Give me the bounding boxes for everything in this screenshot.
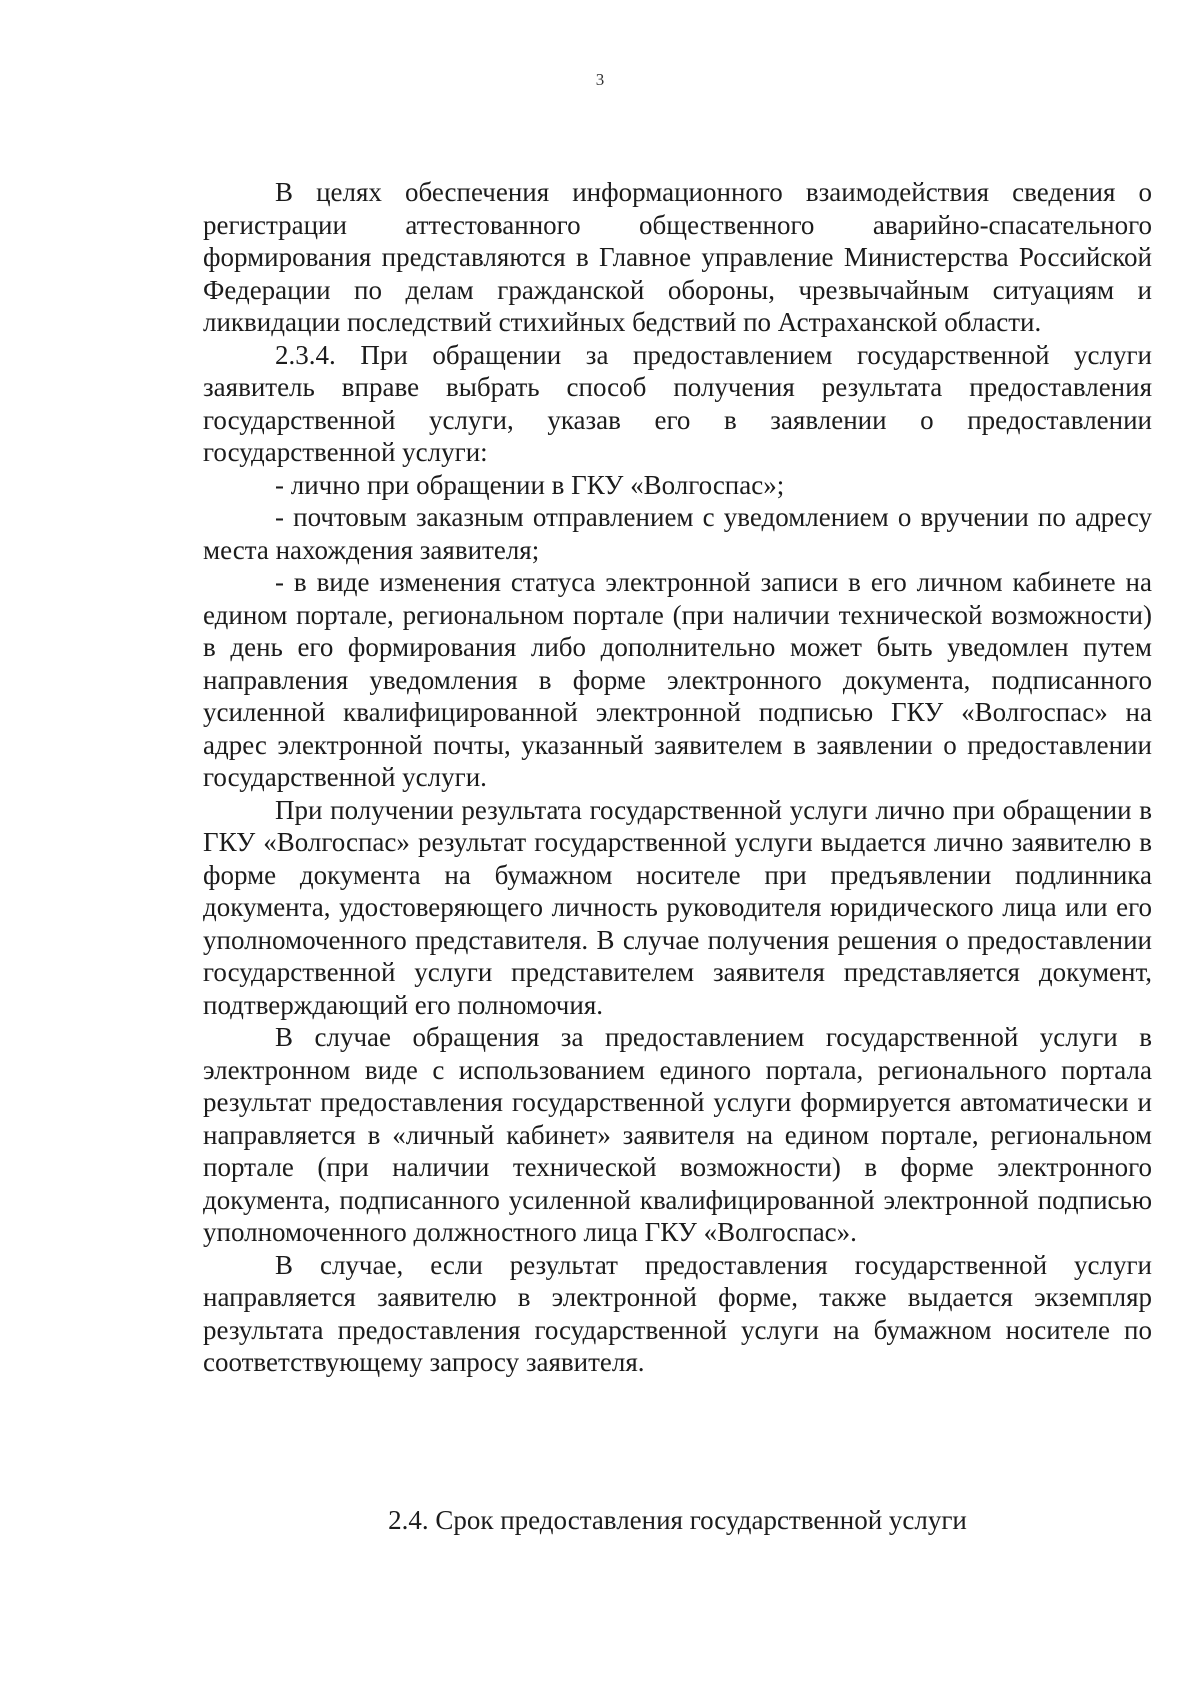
paragraph-paper-copy: В случае, если результат предоставления государственной услуги направляется заявителю в электронной форме, также выдается экземпляр результата предоставления государственной услуги на бумажном носителе по соответствующему запросу заявителя. — [203, 1249, 1152, 1377]
list-item-registered-mail: - почтовым заказным отправлением с уведомлением о вручении по адресу места нахождения заявителя; — [203, 502, 1152, 565]
body-text — [203, 176, 1152, 1379]
list-item-electronic-record: - в виде изменения статуса электронной записи в его личном кабинете на едином портале, региональном портале (при наличии технической возможности) в день его формирования либо дополнительно может быть уведомлен путем направления уведомления в форме электронного документа, подписанного усиленной квалифицированной электронной подписью ГКУ «Волгоспас» на адрес электронной почты, указанный заявителем в заявлении о предоставлении государственной услуги. — [203, 567, 1152, 792]
paragraph-electronic-request: В случае обращения за предоставлением государственной услуги в электронном виде с использованием единого портала, регионального портала результат предоставления государственной услуги формируется автоматически и направляется в «личный кабинет» заявителя на едином портале, региональном портале (при наличии технической возможности) в форме электронного документа, подписанного усиленной квалифицированной электронной подписью уполномоченного должностного лица ГКУ «Волгоспас». — [203, 1022, 1152, 1247]
page-number: 3 — [595, 70, 605, 89]
paragraph-personal-receipt: При получении результата государственной услуги лично при обращении в ГКУ «Волгоспас» результат государственной услуги выдается лично заявителю в форме документа на бумажном носителе при предъявлении подлинника документа, удостоверяющего личность руководителя юридического лица или его уполномоченного представителя. В случае получения решения о предоставлении государственной услуги представителем заявителя представляется документ, подтверждающий его полномочия. — [203, 794, 1152, 1020]
paragraph-information-exchange: В целях обеспечения информационного взаимодействия сведения о регистрации аттестованного общественного аварийно-спасательного формирования представляются в Главное управление Министерства Российской Федерации по делам гражданской обороны, чрезвычайным ситуациям и ликвидации последствий стихийных бедствий по Астраханской области. — [203, 177, 1152, 337]
section-heading: 2.4. Срок предоставления государственной услуги — [388, 1505, 967, 1535]
paragraph-2-3-4: 2.3.4. При обращении за предоставлением государственной услуги заявитель вправе выбрать способ получения результата предоставления государственной услуги, указав его в заявлении о предоставлении государственной услуги: — [203, 339, 1152, 467]
list-item-in-person: - лично при обращении в ГКУ «Волгоспас»; — [275, 469, 785, 500]
